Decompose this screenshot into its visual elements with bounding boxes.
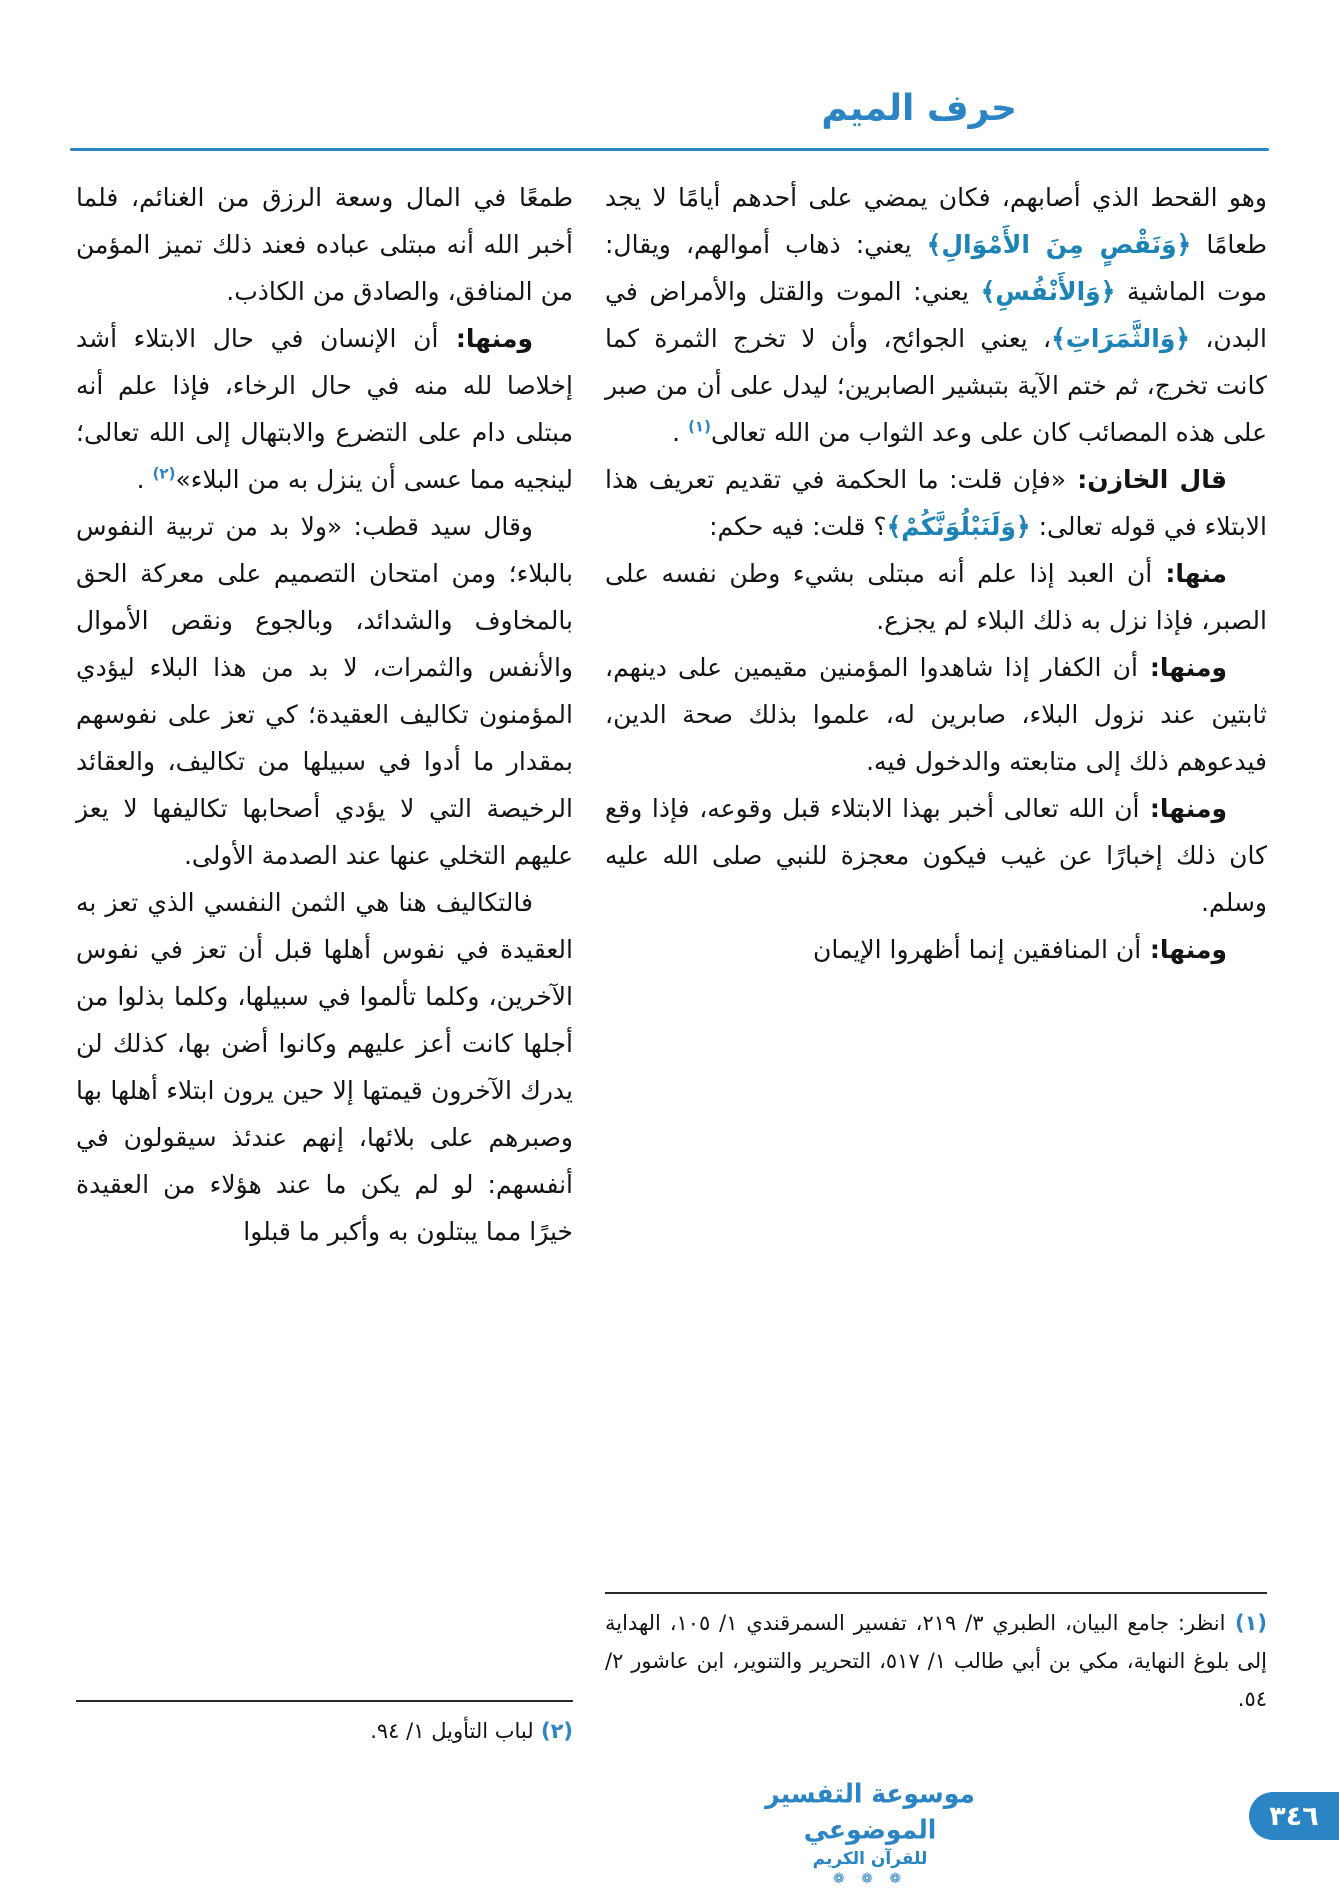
lead-word: قال الخازن:	[1066, 465, 1228, 494]
text-segment: انظر: جامع البيان، الطبري ٣/ ٢١٩، تفسير السمرقندي ١/ ١٠٥، الهداية إلى بلوغ النهاية، مكي بن أبي طالب ١/ ٥١٧، التحرير والتنوير، ابن عاشور ٢/ ٥٤.	[605, 1611, 1267, 1711]
paragraph	[605, 456, 1267, 550]
footnote-block-left	[76, 1700, 573, 1750]
footnote-ref: (١)	[688, 417, 711, 436]
text-segment: أن الإنسان في حال الابتلاء أشد إخلاصا لله منه في حال الرخاء، فإذا علم أنه مبتلى دام على التضرع والابتهال إلى الله تعالى؛ لينجيه مما عسى أن ينزل به من البلاء»	[76, 324, 573, 494]
text-segment: يعني: الموت والقتل والأمراض في البدن،	[605, 277, 1267, 353]
text-segment: ؟ قلت: فيه حكم:	[709, 512, 887, 541]
footnote-number: (١)	[1225, 1611, 1267, 1635]
text-segment: أن المنافقين إنما أظهروا الإيمان	[812, 935, 1142, 964]
footnote-ref: (٢)	[152, 464, 176, 483]
paragraph	[605, 926, 1267, 973]
footnote-block-right	[605, 1592, 1267, 1718]
text-segment: ، يعني الجوائح، وأن لا تخرج الثمرة كما كانت تخرج، ثم ختم الآية بتبشير الصابرين؛ ليدل على أن من صبر على هذه المصائب كان على وعد الثواب من الله تعالى	[605, 324, 1267, 447]
emblem-ornament-icon: ❁ ❁ ❁	[832, 1871, 908, 1887]
emblem-subtitle: للقرآن الكريم	[812, 1849, 928, 1869]
text-segment: طمعًا في المال وسعة الرزق من الغنائم، فلما أخبر الله أنه مبتلى عباده فعند ذلك تميز المؤمن من المنافق، والصادق من الكاذب.	[76, 183, 573, 306]
text-segment: لباب التأويل ١/ ٩٤.	[370, 1719, 534, 1743]
text-segment: فالتكاليف هنا هي الثمن النفسي الذي تعز به العقيدة في نفوس أهلها قبل أن تعز في نفوس الآخرين، وكلما تألموا في سبيلها، وكلما بذلوا من أجلها كانت أعز عليهم وكانوا أضن بها، كذلك لن يدرك الآخرون قيمتها إلا حين يرون ابتلاء أهلها بها وصبرهم على بلائها، إنهم عندئذ سيقولون في أنفسهم: لو لم يكن ما عند هؤلاء من العقيدة خيرًا مما يبتلون به وأكبر ما قبلوا	[76, 888, 573, 1246]
lead-word: ومنها:	[1139, 794, 1227, 823]
paragraph	[76, 1712, 573, 1750]
text-segment: أن الكفار إذا شاهدوا المؤمنين مقيمين على دينهم، ثابتين عند نزول البلاء، صابرين له، علموا بذلك صحة الدين، فيدعوهم ذلك إلى متابعته والدخول فيه.	[605, 653, 1267, 776]
page-number-text: ٣٤٦	[1269, 1800, 1319, 1832]
emblem-title: موسوعة التفسير الموضوعي	[765, 1778, 975, 1845]
lead-word: ومنها:	[438, 324, 533, 353]
paragraph	[605, 644, 1267, 785]
text-segment: يعني: ذهاب أموالهم، ويقال: موت الماشية	[605, 230, 1268, 306]
text-segment: أن العبد إذا علم أنه مبتلى بشيء وطن نفسه على الصبر، فإذا نزل به ذلك البلاء لم يجزع.	[605, 559, 1267, 635]
text-segment: وقال سيد قطب: «ولا بد من تربية النفوس بالبلاء؛ ومن امتحان التصميم على معركة الحق بالمخاوف والشدائد، وبالجوع ونقص الأموال والأنفس والثمرات، لا بد من هذا البلاء ليؤدي المؤمنون تكاليف العقيدة؛ كي تعز على نفوسهم بمقدار ما أدوا في سبيلها من تكاليف، والعقائد الرخيصة التي لا يؤدي أصحابها تكاليفها لا يعز عليهم التخلي عنها عند الصدمة الأولى.	[76, 512, 573, 870]
right-column	[605, 174, 1267, 973]
lead-word: ومنها:	[1141, 935, 1227, 964]
text-segment: .	[136, 465, 153, 494]
text-segment: .	[672, 418, 689, 447]
publisher-emblem	[742, 1778, 998, 1886]
paragraph	[76, 503, 573, 879]
lead-word: منها:	[1152, 559, 1227, 588]
paragraph	[76, 174, 573, 315]
paragraph	[76, 879, 573, 1255]
page-number-badge	[1249, 1792, 1339, 1840]
paragraph	[605, 174, 1267, 456]
header-divider	[70, 148, 1269, 151]
lead-word: ومنها:	[1137, 653, 1227, 682]
paragraph	[605, 550, 1267, 644]
quran-quote: ﴿وَالثَّمَرَاتِ﴾	[1051, 324, 1191, 353]
quran-quote: ﴿وَنَقْصٍ مِنَ الأَمْوَالِ﴾	[926, 230, 1192, 259]
footnote-number: (٢)	[533, 1719, 573, 1743]
paragraph	[605, 785, 1267, 926]
text-segment: «فإن قلت: ما الحكمة في تقديم تعريف هذا الابتلاء في قوله تعالى:	[605, 465, 1267, 541]
text-segment: أن الله تعالى أخبر بهذا الابتلاء قبل وقوعه، فإذا وقع كان ذلك إخبارًا عن غيب فيكون معجزة للنبي صلى الله عليه وسلم.	[605, 794, 1267, 917]
quran-quote: ﴿وَلَنَبْلُوَنَّكُمْ﴾	[886, 512, 1031, 541]
paragraph	[76, 315, 573, 503]
text-segment: وهو القحط الذي أصابهم، فكان يمضي على أحدهم أيامًا لا يجد طعامًا	[605, 183, 1268, 259]
chapter-header: حرف الميم	[821, 88, 1017, 129]
paragraph	[605, 1604, 1267, 1718]
left-column	[76, 174, 573, 1255]
quran-quote: ﴿وَالأَنْفُسِ﴾	[980, 277, 1116, 306]
